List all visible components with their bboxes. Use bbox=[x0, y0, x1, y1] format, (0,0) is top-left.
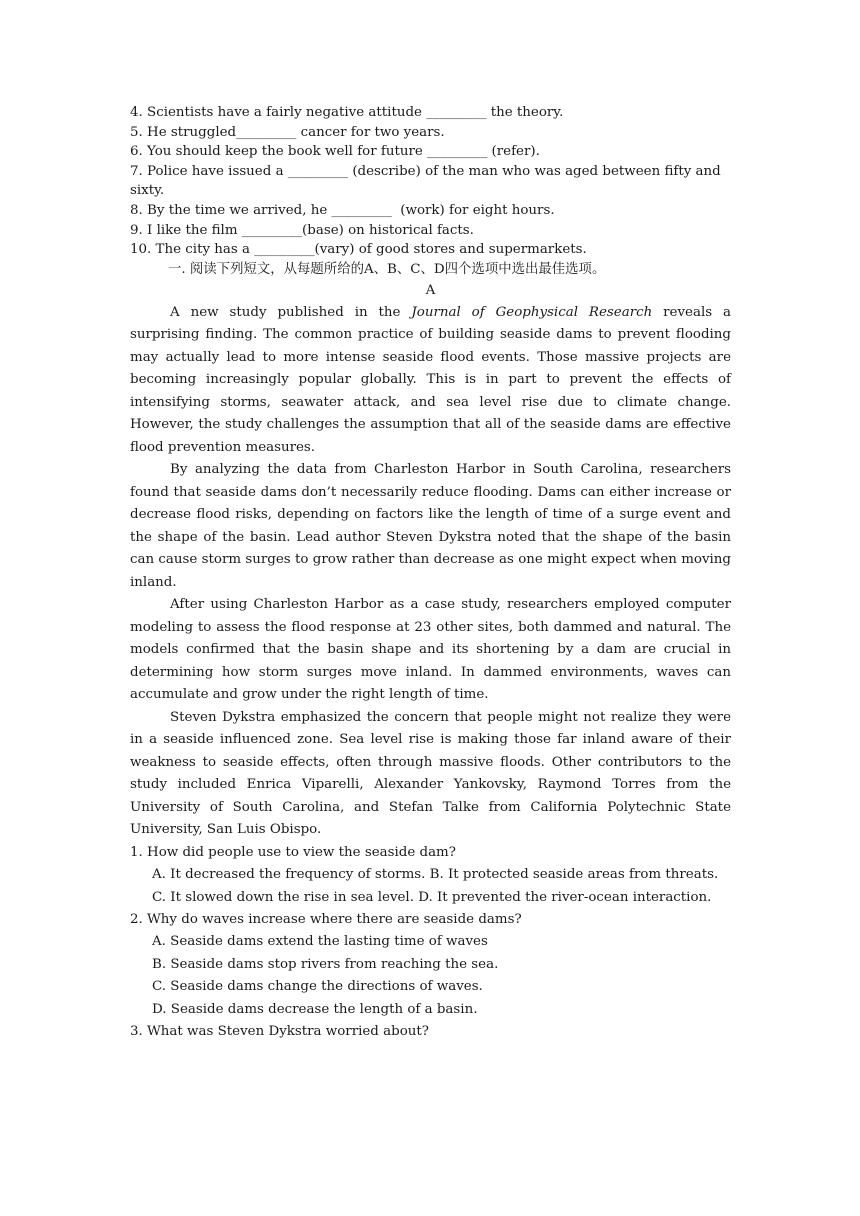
passage-paragraph bbox=[130, 302, 731, 460]
fill-blank-exercise bbox=[130, 103, 731, 260]
question-option: A. Seaside dams extend the lasting time of waves bbox=[152, 934, 488, 950]
paragraph-text: reveals a surprising finding. The common practice of building seaside dams to prevent flooding may actually lead to more intense seaside flood events. Those massive projects are becoming increasingly popular globally. This is in part to prevent the effects of intensifying storms, seawater attack, and sea level rise due to climate change. However, the study challenges the assumption that all of the seaside dams are effective flood prevention measures. bbox=[130, 304, 732, 455]
fill-blank-item: 9. I like the film _________(base) on historical facts. bbox=[130, 222, 474, 238]
reading-passage bbox=[130, 302, 731, 842]
question-options-row: C. It slowed down the rise in sea level. D. It prevented the river-ocean interaction. bbox=[152, 889, 712, 905]
question-stem: 1. How did people use to view the seaside dam? bbox=[130, 844, 456, 860]
question-option: B. Seaside dams stop rivers from reaching the sea. bbox=[152, 956, 499, 972]
question-options-row: A. It decreased the frequency of storms. B. It protected seaside areas from threats. bbox=[152, 867, 719, 883]
question-option: C. Seaside dams change the directions of waves. bbox=[152, 979, 483, 995]
passage-paragraph: By analyzing the data from Charleston Harbor in South Carolina, researchers found that seaside dams don’t necessarily reduce flooding. Dams can either increase or decrease flood risks, depending on factors like the length of time of a surge event and the shape of the basin. Lead author Steven Dykstra noted that the shape of the basin can cause storm surges to grow rather than decrease as one might expect when moving inland. bbox=[130, 462, 731, 590]
fill-blank-item: 8. By the time we arrived, he _________ (work) for eight hours. bbox=[130, 202, 555, 218]
passage-paragraph: Steven Dykstra emphasized the concern that people might not realize they were in a seaside influenced zone. Sea level rise is making those far inland aware of their weakness to seaside effects, often through massive floods. Other contributors to the study included Enrica Viparelli, Alexander Yankovsky, Raymond Torres from the University of South Carolina, and Stefan Talke from California Polytechnic State University, San Luis Obispo. bbox=[130, 709, 731, 838]
fill-blank-item: 7. Police have issued a _________ (describe) of the man who was aged between fifty and sixty. bbox=[130, 163, 721, 199]
question-stem: 2. Why do waves increase where there are seaside dams? bbox=[130, 911, 522, 927]
fill-blank-item: 4. Scientists have a fairly negative attitude _________ the theory. bbox=[130, 105, 564, 120]
document-page bbox=[130, 103, 731, 1043]
section-heading: 一. 阅读下列短文，从每题所给的A、B、C、D四个选项中选出最佳选项。 bbox=[168, 261, 606, 277]
fill-blank-item: 5. He struggled_________ cancer for two years. bbox=[130, 124, 445, 140]
passage-label: A bbox=[425, 282, 436, 298]
question-option: D. Seaside dams decrease the length of a basin. bbox=[152, 1001, 478, 1017]
passage-paragraph: After using Charleston Harbor as a case study, researchers employed computer modeling to assess the flood response at 23 other sites, both dammed and natural. The models confirmed that the basin shape and its shortening by a dam are crucial in determining how storm surges move inland. In dammed environments, waves can accumulate and grow under the right length of time. bbox=[130, 597, 731, 703]
question-stem: 3. What was Steven Dykstra worried about? bbox=[130, 1024, 429, 1039]
questions bbox=[130, 842, 731, 1044]
fill-blank-item: 10. The city has a _________(vary) of good stores and supermarkets. bbox=[130, 242, 587, 258]
journal-name: Journal of Geophysical Research bbox=[411, 304, 653, 320]
fill-blank-item: 6. You should keep the book well for future _________ (refer). bbox=[130, 144, 540, 160]
paragraph-text: A new study published in the bbox=[170, 304, 412, 320]
